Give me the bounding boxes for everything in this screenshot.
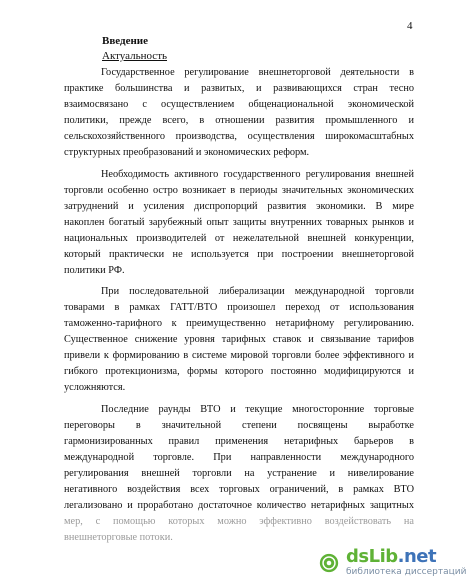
- text-line: накоплен богатый зарубежный опыт защиты внутренних товарных рынков и: [64, 217, 414, 228]
- text-line: структурных преобразований и экономических реформ.: [64, 147, 310, 158]
- text-line: переговоры в значительной степени посвящены выработке: [64, 420, 414, 431]
- text-line: политики РФ.: [64, 265, 125, 276]
- watermark-tagline: библиотека диссертаций: [346, 567, 466, 577]
- text-line: Государственное регулирование внешнеторговой деятельности в: [101, 67, 414, 78]
- brand-domain: .net: [397, 546, 437, 567]
- brand-name: dsLib: [346, 546, 398, 567]
- text-line: который практически не используется при построении внешнеторговой: [64, 249, 414, 260]
- text-line: Необходимость активного государственного регулирования внешней: [101, 169, 414, 180]
- globe-icon: [318, 552, 340, 574]
- dslib-watermark[interactable]: [318, 546, 466, 578]
- text-line: усложняются.: [64, 382, 126, 393]
- text-line: практике большинства и развитых, и развивающихся стран тесно: [64, 83, 414, 94]
- text-line: внешнеторговые потоки.: [64, 532, 173, 543]
- text-line: легализовано и проработано достаточное количество нетарифных защитных: [64, 500, 414, 511]
- text-line: товарами в рамках ГАТТ/ВТО произошел переход от использования: [64, 302, 414, 313]
- text-line: При последовательной либерализации международной торговли: [101, 286, 414, 297]
- text-line: торговли особенно остро возникает в периоды значительных экономических: [64, 185, 414, 196]
- text-line: международной торговле. При направленности международного: [64, 452, 414, 463]
- text-line: негативного воздействия всех торговых ограничений, в рамках ВТО: [64, 484, 414, 495]
- page-number: 4: [407, 20, 413, 32]
- watermark-brand: [346, 546, 436, 567]
- text-line: национальных производителей от нежелательной внешней конкуренции,: [64, 233, 414, 244]
- section-subheading: Актуальность: [102, 50, 168, 62]
- text-line: регулирования внешней торговли на устранение и нивелирование: [64, 468, 414, 479]
- text-line: таможенно-тарифного к преимущественно нетарифному регулированию.: [64, 318, 414, 329]
- section-heading: Введение: [102, 35, 149, 47]
- text-line: привели к формированию в системе мировой торговли более эффективного и: [64, 350, 414, 361]
- text-line: Последние раунды ВТО и текущие многосторонние торговые: [101, 404, 414, 415]
- text-line: гибкого протекционизма, формы которого постоянно модифицируются и: [64, 366, 414, 377]
- text-line: сельскохозяйственного производства, осуществления широкомасштабных: [64, 131, 414, 142]
- text-line: гармонизированных правил применения нетарифных барьеров в: [64, 436, 414, 447]
- text-line: мер, с помощью которых можно эффективно воздействовать на: [64, 516, 414, 527]
- text-line: политики, прежде всего, в отношении развития промышленного и: [64, 115, 414, 126]
- text-line: Существенное снижение уровня тарифных ставок и связывание тарифов: [64, 334, 414, 345]
- text-line: взаимосвязано с осуществлением общенациональной экономической: [64, 99, 414, 110]
- text-line: затруднений и усиления диспропорций развития экономики. В мире: [64, 201, 414, 212]
